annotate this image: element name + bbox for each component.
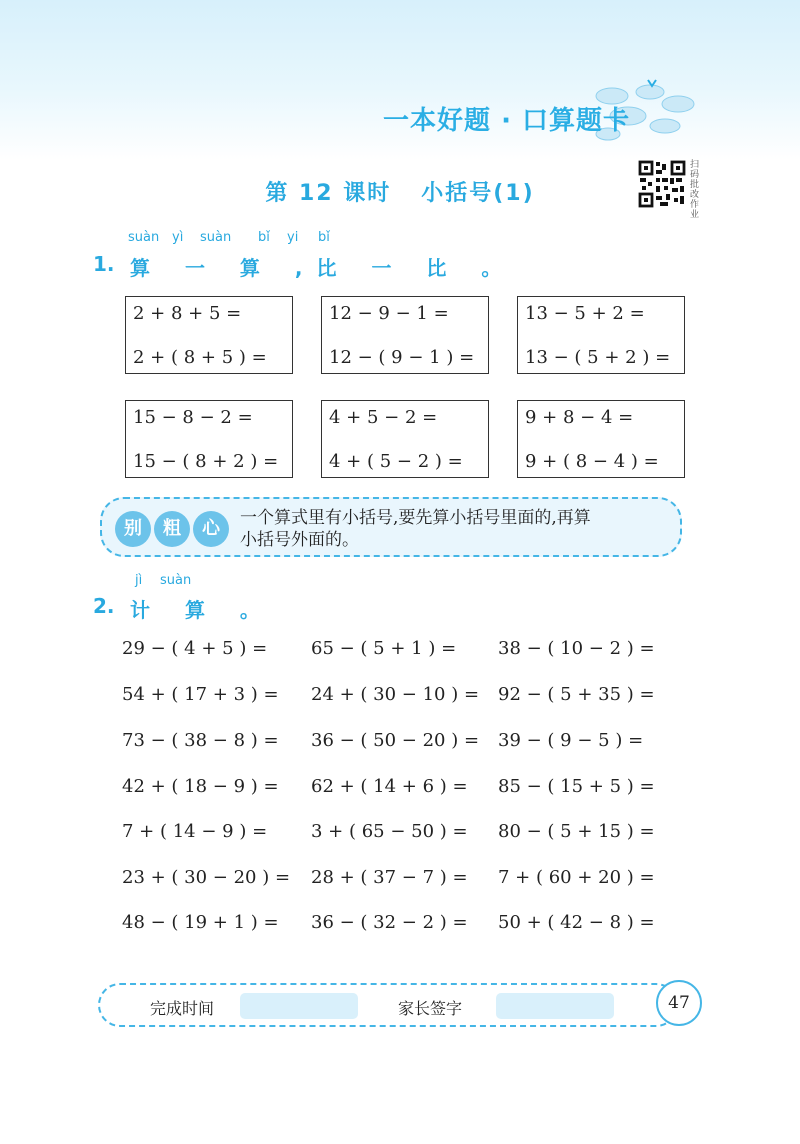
compare-box — [125, 296, 293, 374]
completion-time-field[interactable] — [240, 993, 358, 1019]
compare-box — [517, 296, 685, 374]
pinyin-bi1: bǐ — [258, 230, 270, 245]
tip-badge-char: 粗 — [154, 511, 190, 547]
section2-number: 2. — [93, 594, 115, 618]
calc-expression: 42 + ( 18 − 9 ) = — [122, 776, 279, 797]
compare-box — [125, 400, 293, 478]
calc-expression: 73 − ( 38 − 8 ) = — [122, 730, 279, 751]
box-expression: 9 + 8 − 4 = — [525, 407, 634, 428]
compare-box — [321, 400, 489, 478]
calc-expression: 85 − ( 15 + 5 ) = — [498, 776, 655, 797]
calc-expression: 65 − ( 5 + 1 ) = — [311, 638, 457, 659]
brand-title: 一本好题 · 口算题卡 — [383, 106, 630, 136]
qr-hint-text: 扫码批改作业 — [690, 160, 700, 220]
calc-expression: 23 + ( 30 − 20 ) = — [122, 867, 291, 888]
box-expression: 13 − 5 + 2 = — [525, 303, 645, 324]
lesson-number: 第 12 课时 — [265, 181, 392, 206]
box-expression-bracket: 2 + ( 8 + 5 ) = — [133, 347, 267, 368]
calc-expression: 39 − ( 9 − 5 ) = — [498, 730, 644, 751]
box-expression-bracket: 13 − ( 5 + 2 ) = — [525, 347, 671, 368]
calc-expression: 28 + ( 37 − 7 ) = — [311, 867, 468, 888]
pinyin-suan1: suàn — [128, 230, 160, 245]
section2-title: 计 算 。 — [130, 598, 274, 622]
pinyin-ji: jì — [135, 573, 143, 588]
pinyin-yi2: yi — [287, 230, 299, 245]
box-expression: 2 + 8 + 5 = — [133, 303, 242, 324]
pinyin-yi1: yì — [172, 230, 184, 245]
section1-number: 1. — [93, 252, 115, 276]
box-expression: 15 − 8 − 2 = — [133, 407, 253, 428]
tip-line: 小括号外面的。 — [240, 530, 359, 550]
calc-expression: 54 + ( 17 + 3 ) = — [122, 684, 279, 705]
calc-expression: 80 − ( 5 + 15 ) = — [498, 821, 655, 842]
calc-expression: 38 − ( 10 − 2 ) = — [498, 638, 655, 659]
box-expression: 12 − 9 − 1 = — [329, 303, 449, 324]
calc-expression: 62 + ( 14 + 6 ) = — [311, 776, 468, 797]
completion-time-label: 完成时间 — [150, 999, 215, 1018]
parent-signature-label: 家长签字 — [398, 999, 463, 1018]
box-expression-bracket: 15 − ( 8 + 2 ) = — [133, 451, 279, 472]
parent-signature-field[interactable] — [496, 993, 614, 1019]
box-expression: 4 + 5 − 2 = — [329, 407, 438, 428]
calc-expression: 7 + ( 60 + 20 ) = — [498, 867, 655, 888]
calc-expression: 7 + ( 14 − 9 ) = — [122, 821, 268, 842]
calc-expression: 48 − ( 19 + 1 ) = — [122, 912, 279, 933]
calc-expression: 29 − ( 4 + 5 ) = — [122, 638, 268, 659]
qr-code-icon[interactable] — [638, 160, 686, 208]
pinyin-suan2: suàn — [200, 230, 232, 245]
tip-badge-char: 心 — [193, 511, 229, 547]
calc-expression: 92 − ( 5 + 35 ) = — [498, 684, 655, 705]
compare-box — [321, 296, 489, 374]
calc-expression: 3 + ( 65 − 50 ) = — [311, 821, 468, 842]
calc-expression: 36 − ( 50 − 20 ) = — [311, 730, 480, 751]
pinyin-bi2: bǐ — [318, 230, 330, 245]
box-expression-bracket: 4 + ( 5 − 2 ) = — [329, 451, 463, 472]
calc-expression: 50 + ( 42 − 8 ) = — [498, 912, 655, 933]
lesson-topic: 小括号(1) — [421, 181, 535, 206]
tip-badge-char: 别 — [115, 511, 151, 547]
section1-title: 算 一 算 ,比 一 比 。 — [130, 256, 516, 280]
tip-line: 一个算式里有小括号,要先算小括号里面的,再算 — [240, 508, 591, 528]
compare-box — [517, 400, 685, 478]
tip-text — [240, 507, 670, 551]
box-expression-bracket: 9 + ( 8 − 4 ) = — [525, 451, 659, 472]
calc-expression: 24 + ( 30 − 10 ) = — [311, 684, 480, 705]
pinyin-suan: suàn — [160, 573, 192, 588]
page-number: 47 — [656, 980, 702, 1026]
box-expression-bracket: 12 − ( 9 − 1 ) = — [329, 347, 475, 368]
calc-expression: 36 − ( 32 − 2 ) = — [311, 912, 468, 933]
